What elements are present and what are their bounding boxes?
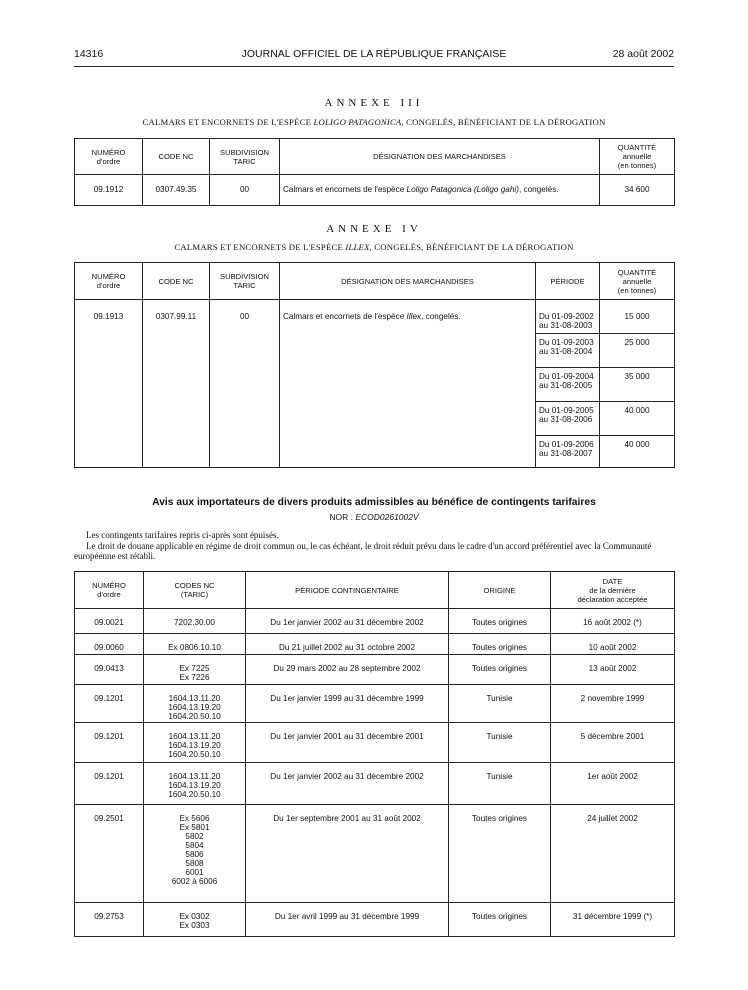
cell-codes-nc	[144, 634, 246, 655]
col-code-nc: CODE NC	[143, 263, 210, 300]
quota-table-body	[75, 609, 675, 937]
cell-subdivision: 00	[210, 300, 280, 468]
cell-date: 31 décembre 1999 (*)	[551, 903, 675, 937]
cell-date: 13 août 2002	[551, 655, 675, 685]
cell-code-nc: 0307.99.11	[143, 300, 210, 468]
code-nc-line: 5802	[185, 832, 204, 841]
cell-periode: Du 01-09-2004 au 31-08-2005	[536, 368, 600, 402]
journal-title: JOURNAL OFFICIEL DE LA RÉPUBLIQUE FRANÇAISE	[241, 48, 507, 60]
cell-origine: Toutes origines	[449, 655, 551, 685]
col-periode: PÉRIODE	[536, 263, 600, 300]
code-nc-line: Ex 7225	[179, 664, 210, 673]
cell-periode: Du 01-09-2005 au 31-08-2006	[536, 402, 600, 436]
code-nc-line: 1604.13.11.20	[168, 732, 221, 741]
cell-date: 24 juillet 2002	[551, 805, 675, 903]
cell-numero: 09.0413	[75, 655, 144, 685]
col-numero: NUMÉRO d'ordre	[75, 263, 143, 300]
col-quantite: QUANTITÉ annuelle (en tonnes)	[600, 139, 675, 175]
code-nc-line: 6002 à 6006	[171, 877, 218, 886]
cell-origine: Toutes origines	[449, 609, 551, 634]
cell-origine: Toutes origines	[449, 634, 551, 655]
cell-periode: Du 1er septembre 2001 au 31 août 2002	[246, 805, 449, 903]
code-nc-line: 5808	[185, 859, 204, 868]
table-row	[75, 175, 675, 206]
cell-date: 2 novembre 1999	[551, 685, 675, 723]
col-periode: PÉRIODE CONTINGENTAIRE	[246, 572, 449, 609]
cell-codes-nc	[144, 655, 246, 685]
col-designation: DÉSIGNATION DES MARCHANDISES	[280, 139, 600, 175]
col-subdivision: SUBDIVISION TARIC	[210, 263, 280, 300]
code-nc-line: 1604.20.50.10	[168, 712, 221, 721]
cell-codes-nc	[144, 685, 246, 723]
cell-periode: Du 01-09-2003 au 31-08-2004	[536, 334, 600, 368]
cell-numero: 09.2753	[75, 903, 144, 937]
cell-codes-nc	[144, 609, 246, 634]
col-numero: NUMÉRO d'ordre	[75, 139, 143, 175]
cell-codes-nc	[144, 723, 246, 763]
cell-numero: 09.1913	[75, 300, 143, 468]
cell-periode: Du 1er janvier 2002 au 31 décembre 2002	[246, 763, 449, 805]
col-subdivision: SUBDIVISION TARIC	[210, 139, 280, 175]
cell-periode: Du 1er janvier 2002 au 31 décembre 2002	[246, 609, 449, 634]
cell-periode: Du 1er avril 1999 au 31 décembre 1999	[246, 903, 449, 937]
cell-codes-nc	[144, 805, 246, 903]
cell-quantite: 15 000	[600, 300, 675, 334]
annex3-title: ANNEXE III	[324, 97, 424, 109]
code-nc-line: 1604.13.19.20	[168, 741, 221, 750]
cell-codes-nc	[144, 763, 246, 805]
cell-periode: Du 29 mars 2002 au 28 septembre 2002	[246, 655, 449, 685]
table-row	[75, 805, 675, 903]
cell-periode: Du 1er janvier 1999 au 31 décembre 1999	[246, 685, 449, 723]
annex3-table	[74, 138, 675, 206]
annex3-subtitle: CALMARS ET ENCORNETS DE L'ESPÈCE LOLIGO PATAGONICA, CONGELÉS, BÉNÉFICIANT DE LA DÉROGATION	[142, 117, 606, 127]
cell-date: 16 août 2002 (*)	[551, 609, 675, 634]
cell-code-nc: 0307.49.35	[143, 175, 210, 206]
code-nc-line: 5806	[185, 850, 204, 859]
cell-numero: 09.0060	[75, 634, 144, 655]
code-nc-line: 5804	[185, 841, 204, 850]
col-codes-nc: CODES NC (TARIC)	[144, 572, 246, 609]
page-number: 14316	[74, 48, 104, 60]
nor-reference: NOR : ECOD0261002V	[329, 512, 419, 522]
table-row	[75, 763, 675, 805]
table-row	[75, 685, 675, 723]
annex4-title: ANNEXE IV	[326, 223, 422, 235]
code-nc-line: 1604.20.50.10	[168, 790, 221, 799]
col-quantite: QUANTITÉ annuelle (en tonnes)	[600, 263, 675, 300]
table-header-row	[75, 263, 675, 300]
cell-designation: Calmars et encornets de l'espèce Loligo Patagonica (Loligo gahi), congelés.	[280, 175, 600, 206]
code-nc-line: 1604.13.11.20	[168, 694, 221, 703]
code-nc-line: 1604.20.50.10	[168, 750, 221, 759]
code-nc-line: Ex 5801	[179, 823, 210, 832]
table-row	[75, 634, 675, 655]
code-nc-line: Ex 0302	[179, 912, 210, 921]
header-rule	[74, 66, 674, 67]
quota-table	[74, 571, 675, 937]
cell-numero: 09.1201	[75, 723, 144, 763]
cell-origine: Toutes origines	[449, 805, 551, 903]
cell-date: 10 août 2002	[551, 634, 675, 655]
notice-intro	[74, 530, 676, 562]
table-row	[75, 609, 675, 634]
cell-origine: Toutes origines	[449, 903, 551, 937]
issue-date: 28 août 2002	[612, 48, 674, 60]
annex4-subtitle: CALMARS ET ENCORNETS DE L'ESPÈCE ILLEX, CONGELÉS, BÉNÉFICIANT DE LA DÉROGATION	[174, 242, 574, 252]
code-nc-line: 1604.13.11.20	[168, 772, 221, 781]
cell-designation: Calmars et encornets de l'espèce Illex, congelés.	[280, 300, 536, 468]
cell-date: 1er août 2002	[551, 763, 675, 805]
col-date: DATE de la dernière déclaration acceptée	[551, 572, 675, 609]
cell-quantite: 34 600	[600, 175, 675, 206]
table-row	[75, 300, 675, 334]
code-nc-line: Ex 0303	[179, 921, 210, 930]
cell-numero: 09.1912	[75, 175, 143, 206]
col-code-nc: CODE NC	[143, 139, 210, 175]
cell-numero: 09.1201	[75, 763, 144, 805]
notice-paragraph: Les contingents tarifaires repris ci-après sont épuisés.	[86, 530, 279, 540]
code-nc-line: Ex 0806.10.10	[168, 643, 221, 652]
code-nc-line: Ex 5606	[179, 814, 210, 823]
cell-quantite: 35 000	[600, 368, 675, 402]
cell-origine: Tunisie	[449, 685, 551, 723]
notice-paragraph: Le droit de douane applicable en régime de droit commun ou, le cas échéant, le droit réduit prévu dans le cadre d'un accord préférentiel avec la Communauté européenne est rétabli.	[74, 540, 652, 561]
annex4-table	[74, 262, 675, 468]
cell-periode: Du 21 juillet 2002 au 31 octobre 2002	[246, 634, 449, 655]
cell-quantite: 40 000	[600, 436, 675, 468]
cell-periode: Du 01-09-2006 au 31-08-2007	[536, 436, 600, 468]
cell-origine: Tunisie	[449, 723, 551, 763]
table-row	[75, 655, 675, 685]
notice-title: Avis aux importateurs de divers produits admissibles au bénéfice de contingents tarifaires	[152, 497, 596, 508]
code-nc-line: 7202.30.00	[174, 618, 215, 627]
col-numero: NUMÉRO d'ordre	[75, 572, 144, 609]
cell-codes-nc	[144, 903, 246, 937]
table-row	[75, 723, 675, 763]
code-nc-line: 1604.13.19.20	[168, 781, 221, 790]
cell-periode: Du 1er janvier 2001 au 31 décembre 2001	[246, 723, 449, 763]
code-nc-line: 6001	[185, 868, 204, 877]
cell-quantite: 25 000	[600, 334, 675, 368]
cell-numero: 09.0021	[75, 609, 144, 634]
cell-subdivision: 00	[210, 175, 280, 206]
cell-numero: 09.1201	[75, 685, 144, 723]
table-row	[75, 903, 675, 937]
col-designation: DÉSIGNATION DES MARCHANDISES	[280, 263, 536, 300]
cell-numero: 09.2501	[75, 805, 144, 903]
code-nc-line: Ex 7226	[179, 673, 210, 682]
col-origine: ORIGINE	[449, 572, 551, 609]
table-header-row	[75, 572, 675, 609]
table-header-row	[75, 139, 675, 175]
cell-quantite: 40 000	[600, 402, 675, 436]
cell-periode: Du 01-09-2002 au 31-08-2003	[536, 300, 600, 334]
cell-origine: Tunisie	[449, 763, 551, 805]
code-nc-line: 1604.13.19.20	[168, 703, 221, 712]
cell-date: 5 décembre 2001	[551, 723, 675, 763]
